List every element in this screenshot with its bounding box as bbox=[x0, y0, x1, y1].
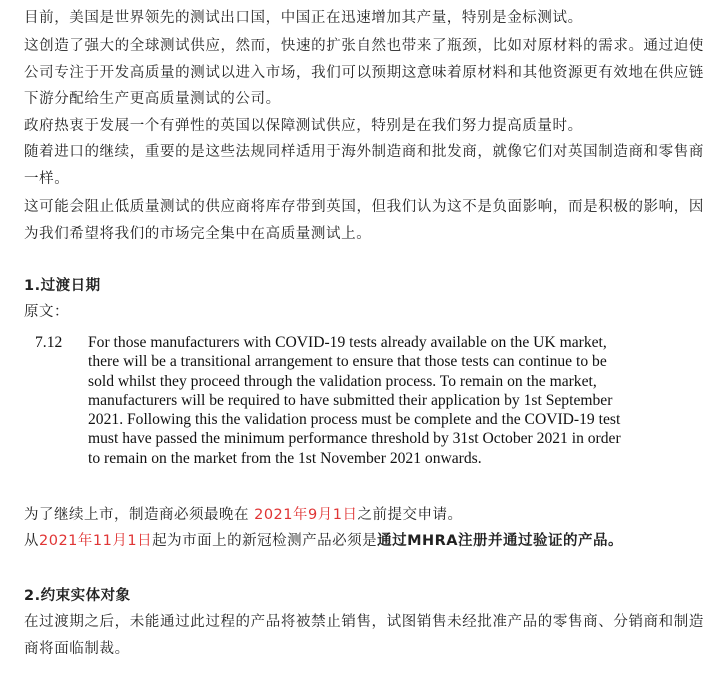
clause-line: must have passed the minimum performance threshold by 31st October 2021 in order bbox=[88, 430, 621, 448]
clause-line: to remain on the market from the 1st November 2021 onwards. bbox=[88, 449, 482, 467]
clause-line: For those manufacturers with COVID-19 tests already available on the UK market, bbox=[88, 334, 607, 351]
clause-line: manufacturers will be required to have submitted their application by 1st September bbox=[88, 391, 613, 409]
summary-deadline-market bbox=[24, 528, 623, 554]
highlighted-date: 2021年11月1日 bbox=[39, 533, 153, 549]
intro-paragraph-3: 政府热衷于发展一个有弹性的英国以保障测试供应，特别是在我们努力提高质量时。 bbox=[24, 118, 583, 134]
clause-line: 2021. Following this the validation process must be complete and the COVID-19 test bbox=[88, 411, 621, 429]
intro-paragraph-1: 目前，美国是世界领先的测试出口国，中国正在迅速增加其产量，特别是金标测试。 bbox=[24, 10, 583, 26]
section-1-heading: 1.过渡日期 bbox=[24, 278, 101, 294]
clause-line: sold whilst they proceed through the validation process. To remain on the market, bbox=[88, 372, 597, 390]
summary-deadline-application bbox=[24, 502, 462, 528]
section-2-paragraph: 在过渡期之后，未能通过此过程的产品将被禁止销售，试图销售未经批准产品的零售商、分销商和制造商将面临制裁。 bbox=[24, 614, 704, 657]
summary-text: 为了继续上市，制造商必须最晚在 bbox=[24, 507, 255, 523]
clause-number: 7.12 bbox=[35, 334, 63, 351]
intro-paragraph-4: 随着进口的继续，重要的是这些法规同样适用于海外制造商和批发商，就像它们对英国制造商和零售商一样。 bbox=[24, 144, 704, 187]
clause-line: there will be a transitional arrangement to ensure that those tests can continue to be bbox=[88, 353, 607, 371]
summary-text: 之前提交申请。 bbox=[357, 507, 463, 523]
intro-paragraph-2: 这创造了强大的全球测试供应，然而，快速的扩张自然也带来了瓶颈，比如对原材料的需求。通过迫使公司专注于开发高质量的测试以进入市场，我们可以预期这意味着原材料和其他资源更有效地在供应链下游分配给生产更高质量测试的公司。 bbox=[24, 38, 704, 107]
summary-text: 从 bbox=[24, 533, 39, 549]
section-2-heading: 2.约束实体对象 bbox=[24, 588, 131, 604]
clause-text bbox=[88, 333, 698, 468]
emphasized-requirement: 通过MHRA注册并通过验证的产品。 bbox=[377, 533, 624, 549]
intro-paragraph-5: 这可能会阻止低质量测试的供应商将库存带到英国，但我们认为这不是负面影响，而是积极的影响，因为我们希望将我们的市场完全集中在高质量测试上。 bbox=[24, 199, 704, 242]
original-text-label: 原文： bbox=[24, 304, 69, 320]
highlighted-date: 2021年9月1日 bbox=[254, 507, 358, 523]
summary-text: 起为市面上的新冠检测产品必须是 bbox=[152, 533, 378, 549]
